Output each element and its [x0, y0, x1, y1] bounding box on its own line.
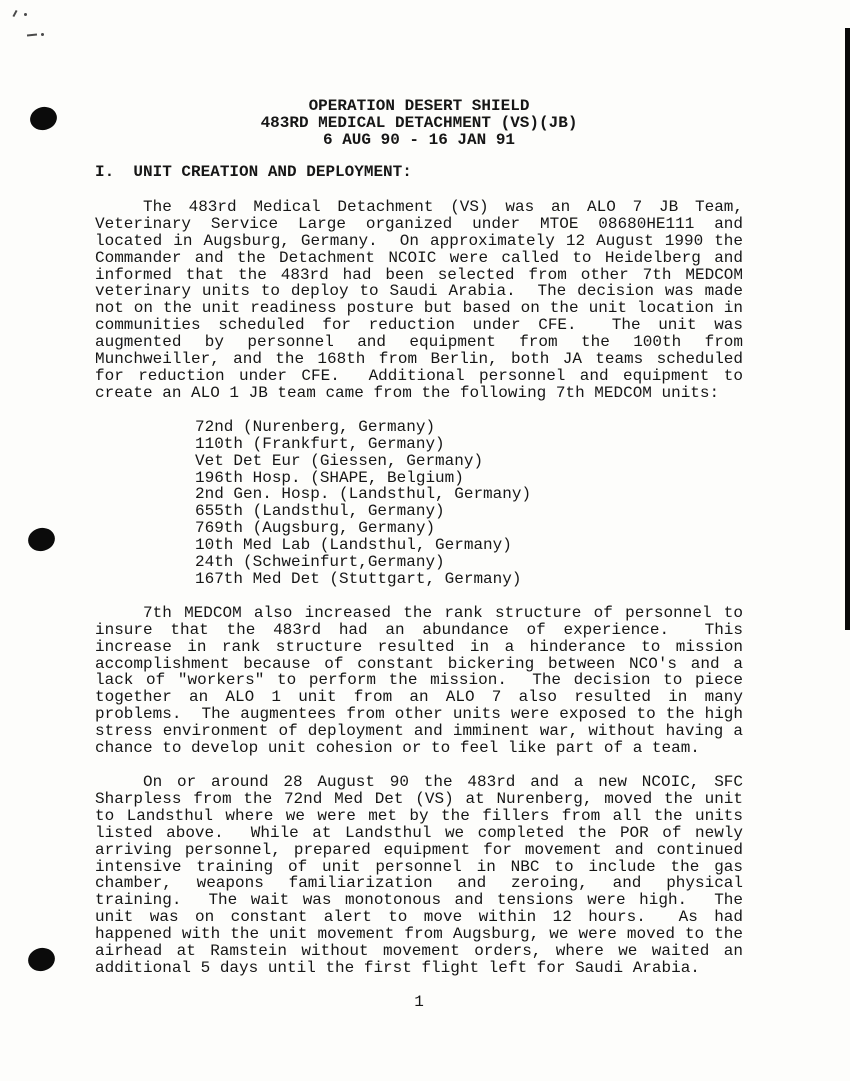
paragraph-unit-creation: The 483rd Medical Detachment (VS) was an ALO 7 JB Team, Veterinary Service Large organized under MTOE 08680HE111 and located in Augsburg, Germany. On approximately 12 August 1990 the Commander and the Detachment NCOIC were called to Heidelberg and informed that the 483rd had been selected from other 7th MEDCOM veterinary units to deploy to Saudi Arabia. The decision was made not on the unit readiness posture but based on the unit location in communities scheduled for reduction under CFE. The unit was augmented by personnel and equipment from the 100th from Munchweiller, and the 168th from Berlin, both JA teams scheduled for reduction under CFE. Additional personnel and equipment to create an ALO 1 JB team came from the following 7th MEDCOM units:: [95, 197, 753, 402]
hole-punch-mark: [26, 525, 58, 554]
unit-list-item: 655th (Landsthul, Germany): [195, 502, 445, 521]
paragraph-movement: On or around 28 August 90 the 483rd and a new NCOIC, SFC Sharpless from the 72nd Med Det (VS) at Nurenberg, moved the unit to Landsthul where we were met by the fillers from all the units listed above. While at Landsthul we completed the POR of newly arriving personnel, prepared equipment for movement and continued intensive training of unit personnel in NBC to include the gas chamber, weapons familiarization and zeroing, and physical training. The wait was monotonous and tensions were high. The unit was on constant alert to move within 12 hours. As had happened with the unit movement from Augsburg, we were moved to the airhead at Ramstein without movement orders, where we waited an additional 5 days until the first flight left for Saudi Arabia.: [95, 773, 753, 977]
unit-list-item: Vet Det Eur (Giessen, Germany): [195, 451, 484, 470]
unit-list-item: 2nd Gen. Hosp. (Landsthul, Germany): [195, 485, 532, 504]
unit-list-item: 196th Hosp. (SHAPE, Belgium): [195, 468, 464, 487]
unit-list-item: 72nd (Nurenberg, Germany): [195, 417, 436, 436]
paragraph-rank-structure: 7th MEDCOM also increased the rank structure of personnel to insure that the 483rd had an abundance of experience. This increase in rank structure resulted in a hinderance to mission accomplishment because of constant bickering between NCO's and a lack of "workers" to perform the mission. The decision to piece together an ALO 1 unit from an ALO 7 also resulted in many problems. The augmentees from other units were exposed to the high stress environment of deployment and imminent war, without having a chance to develop unit cohesion or to feel like part of a team.: [95, 603, 753, 758]
pencil-mark: [12, 10, 17, 17]
document-content: [95, 97, 753, 1011]
title-line-dates: 6 AUG 90 - 16 JAN 91: [322, 131, 516, 149]
unit-list-item: 10th Med Lab (Landsthul, Germany): [195, 536, 512, 555]
scan-edge-artifact: [845, 28, 850, 630]
pencil-mark: [24, 13, 27, 16]
title-line-operation: OPERATION DESERT SHIELD: [308, 97, 530, 115]
hole-punch-mark: [28, 104, 60, 133]
unit-list-item: 24th (Schweinfurt,Germany): [195, 553, 445, 572]
document-title-block: [95, 98, 743, 149]
hole-punch-mark: [26, 945, 58, 974]
unit-list-item: 167th Med Det (Stuttgart, Germany): [195, 569, 522, 588]
unit-list-item: 110th (Frankfurt, Germany): [195, 434, 445, 453]
unit-list: [195, 419, 743, 588]
title-line-unit: 483RD MEDICAL DETACHMENT (VS)(JB): [260, 114, 578, 132]
unit-list-item: 769th (Augsburg, Germany): [195, 519, 436, 538]
section-heading: I. UNIT CREATION AND DEPLOYMENT:: [95, 163, 412, 181]
pencil-mark: [41, 33, 44, 36]
pencil-mark: [27, 33, 37, 36]
page-number: 1: [414, 992, 424, 1011]
